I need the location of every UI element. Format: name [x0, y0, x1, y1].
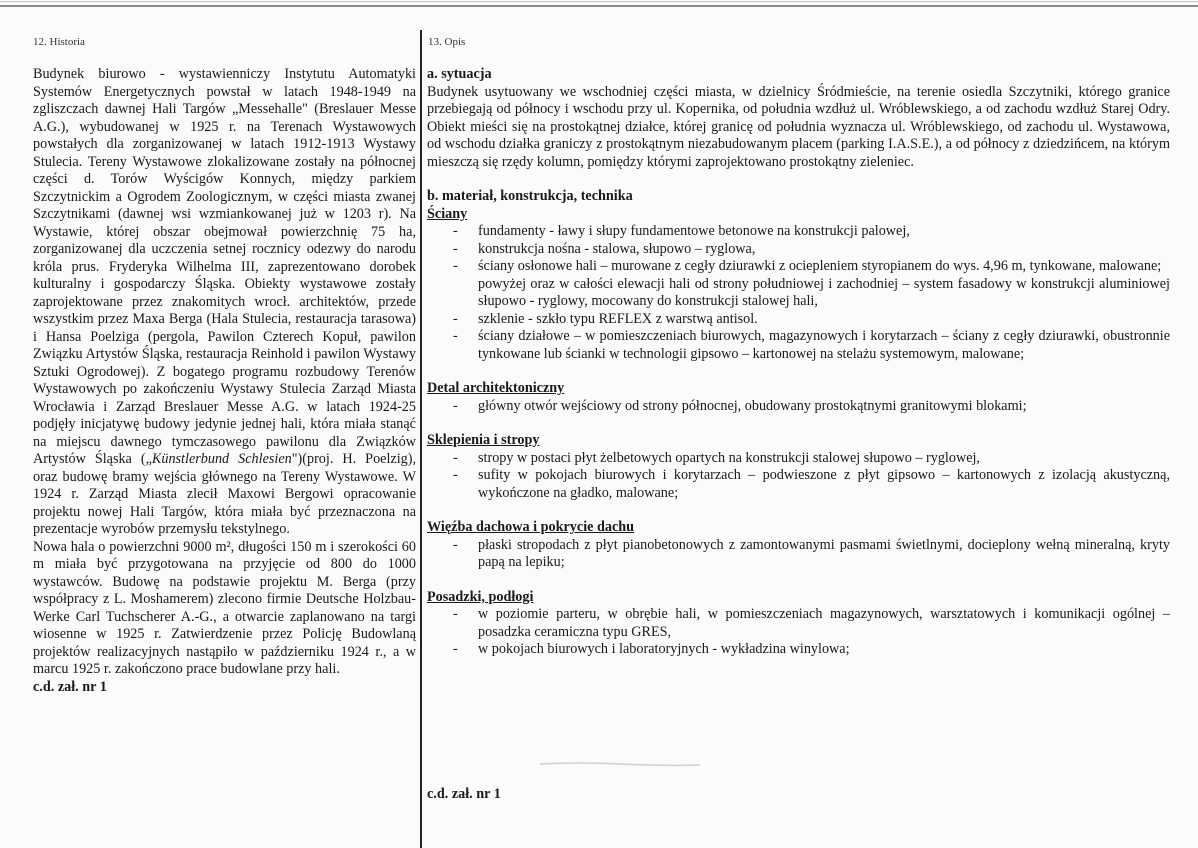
- list-item: - fundamenty - ławy i słupy fundamentowe betonowe na konstrukcji palowej,: [427, 223, 1170, 241]
- sklepienia-heading: Sklepienia i stropy: [427, 432, 540, 448]
- list-item: - konstrukcja nośna - stalowa, słupowo – ryglowa,: [427, 241, 1170, 259]
- wiezba-list: [427, 537, 1170, 572]
- list-item: - główny otwór wejściowy od strony północnej, obudowany prostokątnymi granitowymi blokami;: [427, 398, 1170, 416]
- historia-paragraph-2: Nowa hala o powierzchni 9000 m², długości 150 m i szerokości 60 m miała być przygotowana na przyjęcie od 800 do 1000 wystawców. Budowę na podstawie projektu M. Berga (przy współpracy z L. Moshamerem) zlecono firmie Deutsche Holzbau-Werke Carl Tuchscherer A.-G., a otwarcie zaplanowano na targi wiosenne w 1925 r. Zatwierdzenie przez Policję Budowlaną projektów realizacyjnych nastąpiło w październiku 1924 r., a w marcu 1925 r. zakończono prace budowlane przy hali.: [33, 538, 416, 677]
- column-divider: [420, 30, 422, 848]
- section-header-opis: 13. Opis: [428, 36, 466, 48]
- wiezba-heading: Więźba dachowa i pokrycie dachu: [427, 519, 635, 535]
- sciany-list-2: [427, 311, 1170, 364]
- historia-continuation: c.d. zał. nr 1: [33, 678, 107, 695]
- opis-continuation: c.d. zał. nr 1: [427, 786, 501, 802]
- historia-text-start: Budynek biurowo - wystawienniczy Instytutu Automatyki Systemów Energetycznych powstał w latach 1948-1949 na zgliszczach dawnej Hali Targów „Messehalle" (Breslauer Messe A.G.), wybudowanej w 1925 r. na Terenach Wystawowych powstałych dla zorganizowanej w latach 1912-1913 Wystawy Stulecia. Tereny Wystawowe zlokalizowane zostały na północnej części d. Torów Wyścigów Konnych, między parkiem Szczytnickim a Ogrodem Zoologicznym, w części miasta zwanej Szczytnikami (dawnej wsi wzmiankowanej już w 1203 r). Na Wystawie, której obszar obejmował powierzchnię 75 ha, zorganizowanej dla uczczenia setnej rocznicy odezwy do narodu króla prus. Fryderyka Wilhelma III, zaprezentowano dorobek kulturalny i gospodarczy Śląska. Obiekty wystawowe zostały zaprojektowane przez znakomitych wrocł. architektów, przede wszystkim przez Maxa Berga (Hala Stulecia, restauracja tarasowa) i Hansa Poelziga (pergola, Pawilon Czterech Kopuł, pawilon Związku Artystów Śląska, restauracja Reinhold i pawilon Wystawy Sztuki Ogrodowej). Z bogatego programu rozbudowy Terenów Wystawowych po zakończeniu Wystawy Stulecia Zarząd Miasta Wrocławia i Zarząd Breslauer Messe A.G. w latach 1924-25 podjęły inicjatywę budowy jedynie jednej hali, która miała stanąć na miejscu dawnego tymczasowego pawilonu dla Związków Artystów Śląska („: [33, 66, 416, 467]
- historia-italic-title: Künstlerbund Schlesien: [151, 451, 292, 467]
- sciany-list: [427, 223, 1170, 276]
- material-heading: b. materiał, konstrukcja, technika: [427, 188, 633, 204]
- scan-edge-line: [0, 1, 1198, 2]
- sciany-continuation: powyżej oraz w całości elewacji hali od strony południowej i zachodniej – system fasadowy w konstrukcji aluminiowej słupowo - ryglowy, mocowany do konstrukcji stalowej hali,: [478, 275, 1170, 309]
- list-item: - płaski stropodach z płyt pianobetonowych z zamontowanymi pasmami świetlnymi, docieplony wełną mineralną, kryty papą na lepiku;: [427, 537, 1170, 572]
- scan-smudge: [540, 760, 700, 768]
- detal-heading: Detal architektoniczny: [427, 380, 565, 396]
- historia-text-end: ")(proj. H. Poelzig), oraz budowę bramy wejścia głównego na Tereny Wystawowe. W 1924 r. Zarząd Miasta zlecił Maxowi Bergowi opracowanie projektu nowej Hali Targów, która miała być przeznaczona na prezentacje wyrobów przemysłu tekstylnego.: [33, 451, 417, 537]
- list-item: - ściany działowe – w pomieszczeniach biurowych, magazynowych i korytarzach – ściany z cegły dziurawki, obustronnie tynkowane lub ścianki w technologii gipsowo – kartonowej na stelażu systemowym, malowane;: [427, 328, 1170, 363]
- sciany-heading: Ściany: [427, 205, 468, 222]
- list-item: - sufity w pokojach biurowych i korytarzach – podwieszone z płyt gipsowo – kartonowych z izolacją akustyczną, wykończone na gładko, malowane;: [427, 467, 1170, 502]
- posadzki-list: [427, 606, 1170, 659]
- historia-column: [33, 66, 416, 696]
- posadzki-heading: Posadzki, podłogi: [427, 588, 534, 605]
- list-item: - ściany osłonowe hali – murowane z cegły dziurawki z ociepleniem styropianem do wys. 4,96 m, tynkowane, malowane;: [427, 258, 1170, 276]
- list-item: - stropy w postaci płyt żelbetowych opartych na konstrukcji stalowej słupowo – ryglowej,: [427, 450, 1170, 468]
- list-item: - w poziomie parteru, w obrębie hali, w pomieszczeniach magazynowych, warsztatowych i komunikacji ogólnej – posadzka ceramiczna typu GRES,: [427, 606, 1170, 641]
- opis-column: [427, 66, 1170, 659]
- list-item: - szklenie - szkło typu REFLEX z warstwą antisol.: [427, 311, 1170, 329]
- sklepienia-list: [427, 450, 1170, 503]
- list-item: - w pokojach biurowych i laboratoryjnych - wykładzina winylowa;: [427, 641, 1170, 659]
- top-border-line: [0, 5, 1198, 7]
- sytuacja-heading: a. sytuacja: [427, 66, 492, 82]
- detal-list: [427, 398, 1170, 416]
- section-header-historia: 12. Historia: [33, 36, 85, 48]
- sytuacja-text: Budynek usytuowany we wschodniej części miasta, w dzielnicy Śródmieście, na terenie osiedla Szczytniki, którego granice przebiegają od północy i wschodu przy ul. Kopernika, od południa wzdłuż ul. Wróblewskiego, a od zachodu wzdłuż Starej Odry. Obiekt mieści się na prostokątnej działce, której granicę od południa wyznacza ul. Wróblewskiego, od zachodu ul. Wystawowa, od wschodu działka graniczy z prostokątnym niezabudowanym placem (parking I.A.S.E.), a od północy z dziedzińcem, na którym mieszczą się rzędy kolumn, pomiędzy którymi zaprojektowano prostokątny zieleniec.: [427, 83, 1170, 170]
- historia-paragraph-1: [33, 66, 416, 539]
